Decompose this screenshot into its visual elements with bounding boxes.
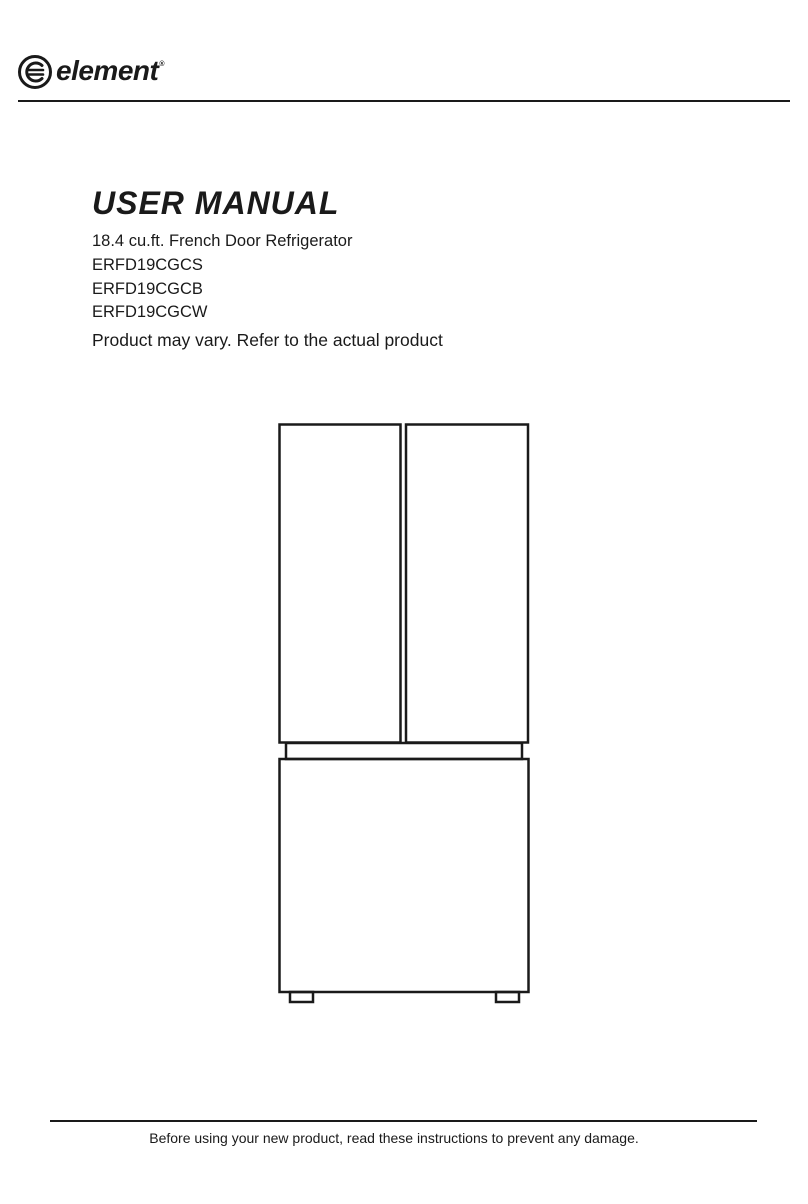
right-foot — [496, 992, 519, 1002]
footer-notice: Before using your new product, read these instructions to prevent any damage. — [149, 1130, 639, 1146]
model-number: ERFD19CGCB — [92, 280, 203, 298]
brand-logo — [17, 50, 165, 94]
footer-divider — [50, 1120, 757, 1122]
refrigerator-illustration-icon — [270, 415, 540, 1010]
left-foot — [290, 992, 313, 1002]
product-description: 18.4 cu.ft. French Door Refrigerator — [92, 232, 353, 250]
model-number: ERFD19CGCS — [92, 256, 203, 274]
right-door — [406, 425, 528, 743]
model-number: ERFD19CGCW — [92, 303, 208, 321]
drawer-gap-strip — [286, 743, 522, 759]
registered-mark: ® — [159, 60, 165, 68]
document-title: USER MANUAL — [92, 185, 340, 221]
left-door — [280, 425, 401, 743]
element-logo-icon — [17, 54, 53, 90]
header-divider — [18, 100, 790, 102]
product-variation-note: Product may vary. Refer to the actual product — [92, 330, 443, 350]
brand-name: element — [56, 55, 159, 86]
freezer-drawer — [280, 759, 529, 992]
